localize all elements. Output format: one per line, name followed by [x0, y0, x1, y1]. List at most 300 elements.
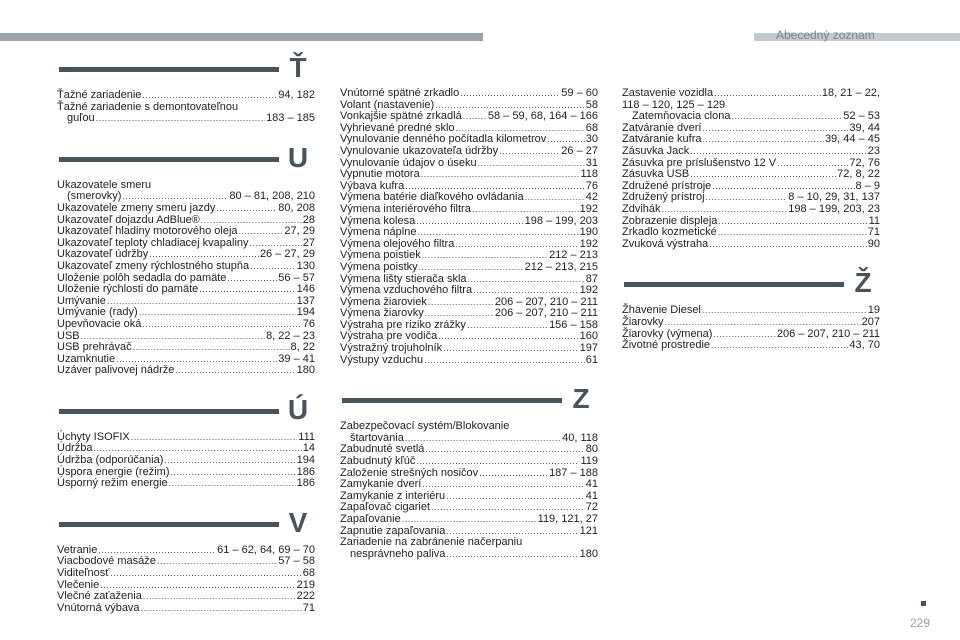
section-letter: Ť [289, 52, 307, 83]
dot-leader [201, 215, 302, 226]
dot-leader [402, 514, 537, 525]
dot-leader [468, 274, 585, 285]
dot-leader [731, 111, 842, 122]
dot-leader [425, 308, 494, 319]
index-term: Zamykanie dverí [340, 478, 422, 491]
dot-leader [250, 261, 296, 272]
index-pages: 41 [585, 489, 598, 502]
index-pages: 119, 121, 27 [537, 513, 598, 525]
index-entries [57, 180, 315, 377]
dot-leader [170, 467, 295, 478]
index-entry [622, 169, 880, 181]
index-entry [57, 261, 315, 273]
index-pages: 206 – 207, 210 – 211 [494, 295, 598, 308]
index-pages: 71 [302, 601, 315, 614]
dot-leader [463, 111, 487, 122]
dot-leader [435, 100, 585, 111]
page-title: Abecedný zoznam [776, 28, 875, 42]
index-pages: 26 – 27 [561, 144, 598, 157]
index-entry [340, 285, 598, 297]
index-pages: 198 – 199, 203 [524, 214, 598, 227]
index-pages: 192 [579, 237, 598, 250]
dot-leader [456, 123, 585, 134]
index-pages: 76 [302, 317, 315, 330]
dot-leader [416, 216, 523, 227]
index-pages: 56 – 57 [278, 271, 315, 284]
dot-leader [149, 249, 259, 260]
index-column-1 [57, 50, 315, 614]
index-term: Zobrazenie displeja [622, 214, 718, 227]
index-pages: 57 – 58 [278, 555, 315, 568]
index-term: Vlečenie [57, 578, 100, 591]
index-pages: 222 [296, 590, 315, 603]
index-pages: 58 – 59, 68, 164 – 166 [487, 110, 598, 123]
dot-leader [706, 192, 788, 203]
index-term: Umývanie (rady) [57, 306, 138, 319]
index-term: Umývanie [57, 294, 106, 307]
index-term: guľou [67, 112, 95, 125]
index-term: Vnútorná výbava [57, 601, 140, 614]
index-pages: 19 [867, 304, 880, 317]
index-pages: 130 [296, 259, 315, 272]
index-pages: 118 [580, 168, 598, 181]
index-term: Uzamknutie [57, 352, 116, 365]
index-term: Výstraha pre riziko zrážky [340, 318, 466, 331]
index-term: Žiarovky [622, 315, 664, 328]
index-pages: 40, 118 [562, 431, 598, 444]
index-pages: 80 – 81, 208, 210 [229, 190, 315, 203]
index-pages: 219 [296, 578, 315, 591]
section-letter: Ú [287, 393, 309, 425]
index-entry [57, 113, 315, 125]
index-term: Ťažné zariadenie s demontovateľnou [57, 100, 239, 113]
index-term: Vynulovanie ukazovateľa údržby [340, 144, 499, 157]
index-pages: 90 [867, 237, 880, 250]
index-entry [340, 549, 598, 561]
index-entry [57, 342, 315, 354]
index-entry [622, 146, 880, 158]
index-term: Údržba (odporúčania) [57, 454, 164, 467]
index-term: Združené prístroje [622, 179, 712, 192]
index-term: Ukazovateľ údržby [57, 248, 149, 261]
index-entry [57, 365, 315, 377]
dot-leader [479, 468, 548, 479]
index-term: Zariadenie na zabránenie načerpaniu [340, 536, 523, 549]
dot-leader [428, 297, 494, 308]
index-pages: 94, 182 [278, 89, 315, 101]
index-entry [57, 568, 315, 580]
index-entries [340, 88, 598, 366]
dot-leader [141, 603, 302, 614]
index-term: Ukazovateľ zmeny rýchlostného stupňa [57, 259, 250, 272]
index-term: štartovania [350, 431, 404, 444]
index-pages: 41 [585, 478, 598, 491]
dot-leader [416, 456, 579, 467]
index-pages: 68 [585, 121, 598, 134]
index-column-3 [622, 88, 880, 352]
index-entry [622, 88, 880, 100]
page-number: 229 [910, 616, 931, 630]
header-bar [0, 33, 483, 41]
section-letter: Ž [854, 267, 872, 299]
index-term: Viditeľnosť [57, 567, 110, 580]
dot-leader [157, 556, 277, 567]
index-term: Vnútorné spätné zrkadlo [340, 87, 460, 99]
index-term: Výstražný trojuholník [340, 342, 443, 355]
index-term: Výbava kufra [340, 179, 405, 192]
index-pages: 186 [296, 465, 315, 478]
index-entries [622, 305, 880, 351]
dot-leader [690, 146, 867, 157]
dot-leader [227, 273, 277, 284]
index-pages: 72, 76 [849, 156, 880, 169]
index-term: Uloženie rýchlosti do pamäte [57, 283, 199, 296]
index-term: Zastavenie vozidla [622, 87, 714, 99]
dot-leader [478, 158, 585, 169]
index-term: Žiarovky (výmena) [622, 327, 713, 340]
dot-leader [547, 134, 584, 145]
index-entry [340, 514, 598, 526]
dot-leader [709, 239, 867, 250]
section-rule [59, 67, 279, 72]
index-term: Vynulovanie denného počítadla kilometrov [340, 133, 547, 146]
index-term: Ukazovateľ hladiny motorového oleja [57, 225, 238, 238]
section-header [57, 505, 315, 545]
index-pages: 58 [585, 98, 598, 111]
index-pages: 194 [296, 306, 315, 319]
index-pages: 23 [867, 144, 880, 157]
dot-leader [690, 169, 836, 180]
index-term: Ukazovateľ dojazdu AdBlue® [57, 213, 200, 226]
index-term: nesprávneho paliva [350, 547, 446, 560]
dot-leader [107, 296, 296, 307]
index-term: Zatváranie dverí [622, 121, 702, 134]
index-entry [57, 203, 315, 215]
dot-leader [702, 123, 848, 134]
index-term: Ťažné zariadenie [57, 89, 142, 101]
index-entry [57, 478, 315, 490]
index-entries [57, 90, 315, 125]
index-entries [57, 432, 315, 490]
index-term: Výmena lišty stierača skla [340, 272, 467, 285]
dot-leader [422, 479, 584, 490]
dot-leader [525, 192, 585, 203]
dot-leader [164, 455, 295, 466]
index-term: Výmena žiaroviek [340, 295, 427, 308]
dot-leader [133, 342, 290, 353]
section-letter: Z [572, 383, 590, 415]
index-pages: 206 – 207, 210 – 211 [776, 327, 880, 340]
index-term: Zapaľovač cigariet [340, 501, 431, 514]
index-term: Údržba [57, 442, 93, 455]
index-term: Zabezpečovací systém/Blokovanie [340, 420, 510, 433]
index-pages: 27, 29 [284, 225, 315, 238]
index-term: Vynulovanie údajov o úseku [340, 156, 477, 169]
dot-leader [472, 204, 579, 215]
dot-leader [417, 227, 578, 238]
dot-leader [142, 90, 277, 101]
dot-leader [467, 320, 548, 331]
index-entry [57, 455, 315, 467]
index-pages: 111 [298, 430, 315, 443]
index-pages: 87 [585, 272, 598, 285]
index-term: (smerovky) [67, 190, 122, 203]
index-pages: 194 [296, 454, 315, 467]
index-entry [57, 226, 315, 238]
index-pages: 72 [585, 501, 598, 514]
dot-leader [143, 591, 296, 602]
index-entry [622, 239, 880, 251]
index-term: Zdvihák [622, 202, 661, 215]
dot-leader [100, 580, 295, 591]
index-pages: 14 [302, 442, 315, 455]
index-term: Založenie strešných nosičov [340, 466, 479, 479]
dot-leader [131, 432, 298, 443]
index-term: Výmena interiérového filtra [340, 202, 471, 215]
index-pages: 31 [585, 156, 598, 169]
dot-leader [422, 250, 548, 261]
section-letter: U [287, 141, 309, 173]
corner-marker [921, 601, 926, 606]
dot-leader [239, 226, 284, 237]
index-pages: 137 [296, 294, 315, 307]
index-entry [57, 319, 315, 331]
index-term: Zásuvka USB [622, 168, 690, 181]
dot-leader [777, 158, 848, 169]
index-term: Viacbodové masáže [57, 555, 156, 568]
dot-leader [405, 433, 561, 444]
index-term: Upevňovacie oká [57, 317, 142, 330]
index-term: Úsporný režim energie [57, 477, 168, 490]
index-pages: 43, 70 [849, 339, 880, 352]
index-pages: 8, 22 – 23 [266, 329, 315, 342]
dot-leader [122, 191, 228, 202]
index-entries [622, 88, 880, 250]
index-pages: 30 [585, 133, 598, 146]
index-pages: 80, 208 [278, 201, 315, 214]
section-rule [342, 398, 562, 403]
index-term: Zapnutie zapaľovania [340, 524, 446, 537]
index-column-2 [340, 88, 598, 560]
section-header [57, 392, 315, 432]
dot-leader [714, 88, 821, 99]
dot-leader [711, 340, 848, 351]
index-term: Úspora energie (režim) [57, 465, 170, 478]
index-term: Zásuvka Jack [622, 144, 690, 157]
index-pages: 207 [861, 315, 880, 328]
dot-leader [81, 331, 265, 342]
index-pages: 180 [296, 364, 315, 377]
index-term: Zabudnutý kľúč [340, 455, 416, 468]
index-pages: 121 [579, 524, 598, 537]
section-rule [59, 157, 279, 162]
index-pages: 11 [868, 214, 880, 227]
index-pages: 61 – 62, 64, 69 – 70 [217, 543, 315, 556]
dot-leader [431, 502, 585, 513]
dot-leader [116, 354, 277, 365]
index-term: Úchyty ISOFIX [57, 430, 130, 443]
index-term: Uloženie polôh sedadla do pamäte [57, 271, 227, 284]
index-term: Zvuková výstraha [622, 237, 709, 250]
dot-leader [405, 181, 585, 192]
index-term: Výmena poistiek [340, 249, 421, 262]
index-term: Zatváranie kufra [622, 133, 702, 146]
index-term: Výmena kolesa [340, 214, 416, 227]
dot-leader [473, 285, 579, 296]
section-rule [624, 282, 844, 287]
index-term: Ukazovateľ teploty chladiacej kvapaliny [57, 236, 249, 249]
index-term: Životné prostredie [622, 339, 711, 352]
dot-leader [142, 319, 301, 330]
index-term: Združený prístroj [622, 191, 705, 204]
index-entry [622, 317, 880, 329]
index-pages: 146 [296, 283, 315, 296]
index-entry [340, 88, 598, 100]
index-pages: 39 – 41 [278, 352, 315, 365]
dot-leader [98, 545, 216, 556]
index-entry [340, 146, 598, 158]
dot-leader [421, 169, 580, 180]
dot-leader [665, 317, 861, 328]
index-term: Ukazovatele zmeny smeru jazdy [57, 201, 216, 214]
dot-leader [110, 568, 301, 579]
index-term: Ukazovatele smeru [57, 178, 152, 191]
index-pages: 80 [585, 443, 598, 456]
dot-leader [199, 284, 295, 295]
index-pages: 206 – 207, 210 – 211 [494, 307, 598, 320]
index-term: Vlečné zaťaženia [57, 590, 142, 603]
index-term: Výmena poistky [340, 260, 418, 273]
section-letter: V [288, 506, 308, 538]
dot-leader [443, 343, 579, 354]
index-entry [340, 262, 598, 274]
dot-leader [419, 262, 524, 273]
index-term: 118 – 120, 125 – 129 [622, 98, 726, 111]
dot-leader [424, 355, 585, 366]
index-pages: 197 [579, 342, 598, 355]
section-header [340, 381, 598, 421]
section-header [57, 140, 315, 180]
index-term: Výmena náplne [340, 226, 417, 239]
index-pages: 52 – 53 [843, 110, 880, 123]
index-entry [622, 227, 880, 239]
dot-leader [662, 204, 788, 215]
index-entry [340, 456, 598, 468]
index-pages: 39, 44 [849, 121, 880, 134]
index-term: Vypnutie motora [340, 168, 420, 181]
index-pages: 190 [579, 226, 598, 239]
index-pages: 180 [579, 547, 598, 560]
index-pages: 160 [579, 330, 598, 343]
index-pages: 27 [302, 236, 315, 249]
index-term: Vonkajšie spätné zrkadlá [340, 110, 462, 123]
dot-leader [702, 305, 867, 316]
dot-leader [460, 88, 560, 99]
dot-leader [93, 443, 301, 454]
index-term: Zásuvka pre príslušenstvo 12 V [622, 156, 777, 169]
dot-leader [216, 203, 277, 214]
index-pages: 119 [580, 455, 598, 468]
dot-leader [446, 549, 578, 560]
index-pages: 18, 21 – 22, [821, 87, 880, 99]
section-rule [59, 409, 279, 414]
index-entry [622, 340, 880, 352]
index-pages: 72, 8, 22 [837, 168, 880, 181]
index-pages: 71 [867, 226, 880, 239]
index-term: Výmena žiarovky [340, 307, 424, 320]
index-pages: 198 – 199, 203, 23 [788, 202, 880, 215]
index-entry [622, 204, 880, 216]
dot-leader [425, 444, 584, 455]
index-pages: 183 – 185 [266, 112, 315, 125]
index-entry [340, 204, 598, 216]
index-term: Výmena olejového filtra [340, 237, 455, 250]
index-pages: 8, 22 [290, 341, 315, 354]
dot-leader [438, 331, 578, 342]
index-pages: 42 [585, 191, 598, 204]
index-term: Volant (nastavenie) [340, 98, 435, 111]
index-entry [57, 603, 315, 615]
section-header [57, 50, 315, 90]
dot-leader [712, 181, 854, 192]
dot-leader [169, 478, 296, 489]
index-pages: 192 [579, 202, 598, 215]
dot-leader [499, 146, 560, 157]
index-entries [57, 545, 315, 615]
index-term: Uzáver palivovej nádrže [57, 364, 175, 377]
index-term: Vetranie [57, 543, 98, 556]
index-term: Žhavenie Diesel [622, 304, 701, 317]
index-entries [340, 421, 598, 560]
index-entry [57, 432, 315, 444]
dot-leader [702, 134, 823, 145]
section-rule [59, 522, 279, 527]
dot-leader [713, 329, 775, 340]
index-term: Zapaľovanie [340, 513, 401, 525]
dot-leader [718, 227, 867, 238]
index-term: Výmena vzduchového filtra [340, 284, 473, 297]
index-entry [57, 90, 315, 102]
index-term: Zatemňovacia clona [632, 110, 731, 123]
index-pages: 39, 44 – 45 [824, 133, 880, 146]
index-entry [340, 343, 598, 355]
dot-leader [139, 307, 296, 318]
section-header [622, 265, 880, 305]
index-entry [57, 284, 315, 296]
dot-leader [96, 113, 265, 124]
index-pages: 212 – 213, 215 [524, 260, 598, 273]
index-pages: 8 – 9 [855, 179, 880, 192]
index-term: Zrkadlo kozmetické [622, 226, 717, 239]
index-term: USB prehrávač [57, 341, 132, 354]
index-pages: 28 [302, 213, 315, 226]
dot-leader [175, 365, 295, 376]
index-term: Výstraha pre vodiča [340, 330, 438, 343]
index-pages: 59 – 60 [561, 87, 598, 99]
index-pages: 212 – 213 [549, 249, 598, 262]
index-pages: 76 [585, 179, 598, 192]
dot-leader [446, 526, 578, 537]
index-entry [340, 355, 598, 367]
index-pages: 186 [296, 477, 315, 490]
index-pages: 8 – 10, 29, 31, 137 [788, 191, 880, 204]
index-pages: 156 – 158 [549, 318, 598, 331]
dot-leader [250, 238, 302, 249]
dot-leader [718, 216, 867, 227]
index-pages: 61 [585, 353, 598, 366]
index-term: Výmena batérie diaľkového ovládania [340, 191, 524, 204]
index-term: Zabudnuté svetlá [340, 443, 425, 456]
